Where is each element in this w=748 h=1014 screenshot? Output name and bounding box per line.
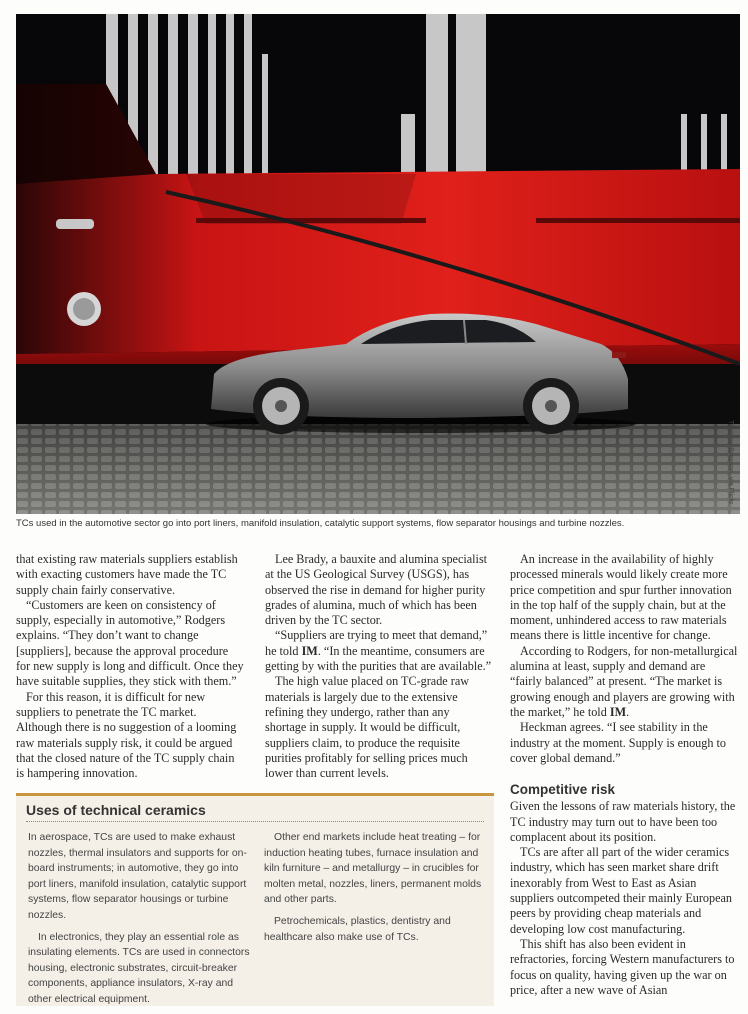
paragraph — [510, 644, 740, 720]
paragraph: “Customers are keen on consistency of supply, especially in automotive,” Rodgers explains. “They don’t want to change [suppliers], because the approval procedure for new supply is long and difficult. Once they have suitable supplies, they stick with them.” — [16, 597, 244, 689]
dotted-divider — [26, 821, 484, 822]
paragraph: Other end markets include heat treating – for induction heating tubes, furnace insulation and kiln furniture – and metallurgy – in crucibles for molten metal, nozzles, liners, permanent molds and other parts. — [264, 832, 482, 906]
text-run: . “In the meantime, consumers are getting by with the purities that are available.” — [265, 643, 492, 674]
paragraph: For this reason, it is difficult for new suppliers to penetrate the TC market. Although there is no suggestion of a looming raw materials supply risk, it could be argued that the closed nature of the TC supply chain is hampering innovation. — [16, 689, 237, 781]
text-run: According to Rodgers, for non-metallurgical alumina at least, supply and demand are “fairly balanced” at present. “The market is growing enough and players are growing with the market,” he told — [510, 643, 738, 719]
box-title: Uses of technical ceramics — [26, 802, 206, 818]
article-column-2 — [265, 552, 493, 781]
car-ship-illustration — [16, 14, 740, 514]
paragraph — [265, 628, 493, 674]
box-column-2 — [264, 830, 486, 951]
publication-abbrev: IM — [609, 704, 627, 719]
text-run: . — [626, 704, 630, 719]
paragraph: In electronics, they play an essential role as insulating elements. TCs are used in connectors housing, electronic substrates, circuit-breaker components, appliance insulators, X-ray and other electrical equipment. — [28, 931, 250, 1005]
paragraph: In aerospace, TCs are used to make exhaust nozzles, thermal insulators and supports for on-board instruments; in automotive, they go into port liners, manifold insulation, catalytic support systems, flow separator housings or turbine nozzles. — [28, 832, 247, 921]
paragraph: The high value placed on TC-grade raw materials is largely due to the extensive refining they undergo, rather than any shortage in supply. It would be difficult, suppliers claim, to produce the requisite purities profitably for selling prices much lower than current levels. — [265, 674, 470, 781]
paragraph: This shift has also been evident in refractories, forcing Western manufacturers to focus on quality, having given up the war on price, after a new wave of Asian — [510, 936, 735, 997]
article-column-1 — [16, 552, 244, 781]
sidebar-box — [16, 793, 494, 1006]
article-photo — [16, 14, 740, 514]
paragraph: that existing raw materials suppliers establish with exacting customers have made the TC supply chain fairly conservative. — [16, 552, 238, 597]
paragraph: TCs are after all part of the wider ceramics industry, which has seen market share drift inexorably from West to East as Asian suppliers outcompeted their mainly European peers by providing cheap materials and developing low cost manufacturing. — [510, 845, 733, 936]
photo-credit: Thomas Bresson, via Flickr — [727, 420, 734, 505]
publication-abbrev: IM — [301, 643, 318, 658]
paragraph: Lee Brady, a bauxite and alumina specialist at the US Geological Survey (USGS), has observed the rise in demand for higher purity grades of alumina, much of which has been driven by the TC sector. — [265, 552, 488, 628]
photo-caption: TCs used in the automotive sector go into port liners, manifold insulation, catalytic support systems, flow separator housings and turbine nozzles. — [16, 518, 625, 529]
paragraph: Given the lessons of raw materials history, the TC industry may turn out to have been too complacent about its position. — [510, 799, 736, 844]
text-run: “Suppliers are trying to meet that demand,” he told — [265, 628, 488, 658]
section-heading: Competitive risk — [510, 782, 616, 797]
paragraph: Petrochemicals, plastics, dentistry and healthcare also make use of TCs. — [264, 915, 451, 943]
paragraph: Heckman agrees. “I see stability in the industry at the moment. Supply is enough to cover global demand.” — [510, 720, 726, 765]
box-column-1 — [28, 830, 250, 1014]
paragraph: An increase in the availability of highly processed minerals would likely create more price competition and spur further innovation in the top half of the supply chain, but at the moment, unhindered access to raw materials means there is little incentive for change. — [510, 552, 732, 643]
competitive-risk-section — [510, 782, 740, 998]
article-column-3 — [510, 552, 740, 766]
